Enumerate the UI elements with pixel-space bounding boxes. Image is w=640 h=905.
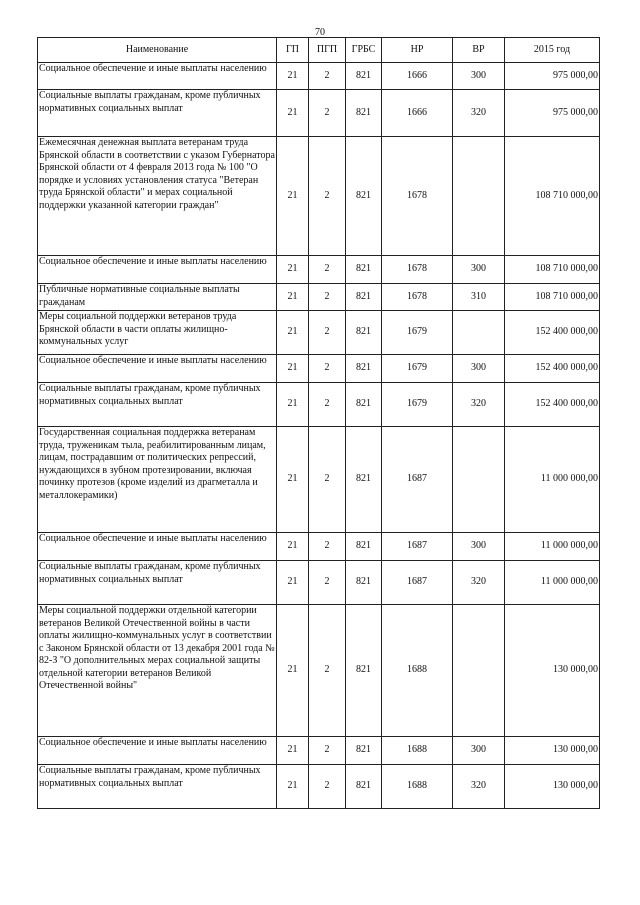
cell-gp: 21: [277, 561, 309, 605]
cell-name: Государственная социальная поддержка ветеранам труда, труженикам тыла, реабилитированным лицам, лицам, пострадавшим от политических репрессий, нуждающихся в зубном протезировании, включая починку протезов (кроме изделий из драгметалла и металлокерамики): [38, 427, 277, 533]
table-row: [38, 427, 600, 533]
cell-vr: 320: [453, 561, 505, 605]
cell-gp: 21: [277, 605, 309, 737]
cell-nr: 1678: [382, 284, 453, 311]
cell-amount: 975 000,00: [505, 63, 600, 90]
page-number: 70: [315, 27, 325, 38]
budget-table: [37, 37, 600, 809]
cell-vr: 300: [453, 63, 505, 90]
cell-name: Социальное обеспечение и иные выплаты населению: [38, 355, 277, 383]
cell-amount: 152 400 000,00: [505, 355, 600, 383]
cell-pgp: 2: [309, 355, 346, 383]
table-row: [38, 355, 600, 383]
cell-grbs: 821: [346, 737, 382, 765]
table-row: [38, 561, 600, 605]
cell-vr: 300: [453, 533, 505, 561]
cell-vr: 320: [453, 765, 505, 809]
cell-name: Меры социальной поддержки отдельной категории ветеранов Великой Отечественной войны в части оплаты жилищно-коммунальных услуг в соответствии с Законом Брянской области от 13 декабря 2001 года № 82-З "О дополнительных мерах социальной защиты отдельной категории ветеранов Великой Отечественной войны": [38, 605, 277, 737]
table-row: [38, 383, 600, 427]
cell-grbs: 821: [346, 533, 382, 561]
cell-vr: [453, 137, 505, 256]
cell-grbs: 821: [346, 355, 382, 383]
cell-nr: 1687: [382, 427, 453, 533]
cell-nr: 1678: [382, 137, 453, 256]
cell-pgp: 2: [309, 137, 346, 256]
cell-vr: 320: [453, 383, 505, 427]
cell-name: Социальные выплаты гражданам, кроме публичных нормативных социальных выплат: [38, 90, 277, 137]
cell-vr: 300: [453, 355, 505, 383]
header-vr: ВР: [453, 38, 505, 63]
cell-nr: 1688: [382, 765, 453, 809]
cell-vr: 320: [453, 90, 505, 137]
cell-nr: 1666: [382, 63, 453, 90]
cell-nr: 1679: [382, 355, 453, 383]
cell-grbs: 821: [346, 63, 382, 90]
cell-pgp: 2: [309, 737, 346, 765]
table-row: [38, 63, 600, 90]
table-row: [38, 311, 600, 355]
cell-amount: 130 000,00: [505, 737, 600, 765]
cell-gp: 21: [277, 284, 309, 311]
cell-name: Социальное обеспечение и иные выплаты населению: [38, 533, 277, 561]
cell-gp: 21: [277, 533, 309, 561]
table-row: [38, 90, 600, 137]
header-grbs: ГРБС: [346, 38, 382, 63]
cell-nr: 1679: [382, 311, 453, 355]
cell-amount: 152 400 000,00: [505, 311, 600, 355]
cell-name: Публичные нормативные социальные выплаты гражданам: [38, 284, 277, 311]
cell-grbs: 821: [346, 284, 382, 311]
table-header-row: [38, 38, 600, 63]
header-name: Наименование: [38, 38, 277, 63]
table-row: [38, 137, 600, 256]
cell-grbs: 821: [346, 256, 382, 284]
cell-vr: [453, 311, 505, 355]
cell-grbs: 821: [346, 605, 382, 737]
table-row: [38, 284, 600, 311]
cell-grbs: 821: [346, 311, 382, 355]
cell-nr: 1687: [382, 561, 453, 605]
cell-nr: 1678: [382, 256, 453, 284]
cell-grbs: 821: [346, 561, 382, 605]
cell-pgp: 2: [309, 605, 346, 737]
cell-vr: 300: [453, 737, 505, 765]
cell-gp: 21: [277, 137, 309, 256]
cell-amount: 11 000 000,00: [505, 561, 600, 605]
cell-name: Социальные выплаты гражданам, кроме публичных нормативных социальных выплат: [38, 561, 277, 605]
cell-name: Социальное обеспечение и иные выплаты населению: [38, 256, 277, 284]
cell-amount: 11 000 000,00: [505, 533, 600, 561]
cell-amount: 108 710 000,00: [505, 137, 600, 256]
cell-pgp: 2: [309, 63, 346, 90]
cell-nr: 1688: [382, 605, 453, 737]
cell-amount: 108 710 000,00: [505, 284, 600, 311]
cell-gp: 21: [277, 355, 309, 383]
cell-grbs: 821: [346, 765, 382, 809]
cell-pgp: 2: [309, 427, 346, 533]
cell-name: Социальное обеспечение и иные выплаты населению: [38, 63, 277, 90]
cell-name: Социальное обеспечение и иные выплаты населению: [38, 737, 277, 765]
cell-pgp: 2: [309, 383, 346, 427]
cell-pgp: 2: [309, 311, 346, 355]
cell-gp: 21: [277, 311, 309, 355]
table-row: [38, 533, 600, 561]
cell-name: Меры социальной поддержки ветеранов труда Брянской области в части оплаты жилищно-коммунальных услуг: [38, 311, 277, 355]
cell-gp: 21: [277, 256, 309, 284]
cell-grbs: 821: [346, 427, 382, 533]
table-row: [38, 737, 600, 765]
cell-gp: 21: [277, 90, 309, 137]
cell-pgp: 2: [309, 284, 346, 311]
cell-nr: 1679: [382, 383, 453, 427]
cell-vr: [453, 427, 505, 533]
cell-pgp: 2: [309, 765, 346, 809]
cell-amount: 108 710 000,00: [505, 256, 600, 284]
cell-vr: 300: [453, 256, 505, 284]
header-year-2015: 2015 год: [505, 38, 600, 63]
cell-name: Социальные выплаты гражданам, кроме публичных нормативных социальных выплат: [38, 383, 277, 427]
cell-pgp: 2: [309, 256, 346, 284]
cell-pgp: 2: [309, 561, 346, 605]
table-body: [38, 63, 600, 809]
cell-amount: 130 000,00: [505, 605, 600, 737]
cell-gp: 21: [277, 737, 309, 765]
cell-amount: 152 400 000,00: [505, 383, 600, 427]
header-pgp: ПГП: [309, 38, 346, 63]
cell-nr: 1666: [382, 90, 453, 137]
cell-pgp: 2: [309, 90, 346, 137]
cell-gp: 21: [277, 63, 309, 90]
cell-grbs: 821: [346, 383, 382, 427]
cell-vr: [453, 605, 505, 737]
table-row: [38, 765, 600, 809]
cell-gp: 21: [277, 765, 309, 809]
table-row: [38, 256, 600, 284]
cell-nr: 1688: [382, 737, 453, 765]
cell-pgp: 2: [309, 533, 346, 561]
cell-amount: 975 000,00: [505, 90, 600, 137]
cell-amount: 130 000,00: [505, 765, 600, 809]
cell-gp: 21: [277, 383, 309, 427]
cell-nr: 1687: [382, 533, 453, 561]
cell-gp: 21: [277, 427, 309, 533]
header-gp: ГП: [277, 38, 309, 63]
cell-vr: 310: [453, 284, 505, 311]
cell-grbs: 821: [346, 137, 382, 256]
cell-grbs: 821: [346, 90, 382, 137]
table-row: [38, 605, 600, 737]
cell-name: Социальные выплаты гражданам, кроме публичных нормативных социальных выплат: [38, 765, 277, 809]
cell-amount: 11 000 000,00: [505, 427, 600, 533]
cell-name: Ежемесячная денежная выплата ветеранам труда Брянской области в соответствии с указом Губернатора Брянской области от 4 февраля 2013 года № 100 "О порядке и условиях установления статуса "Ветеран труда Брянской области" и мерах социальной поддержки указанной категории граждан": [38, 137, 277, 256]
header-nr: НР: [382, 38, 453, 63]
